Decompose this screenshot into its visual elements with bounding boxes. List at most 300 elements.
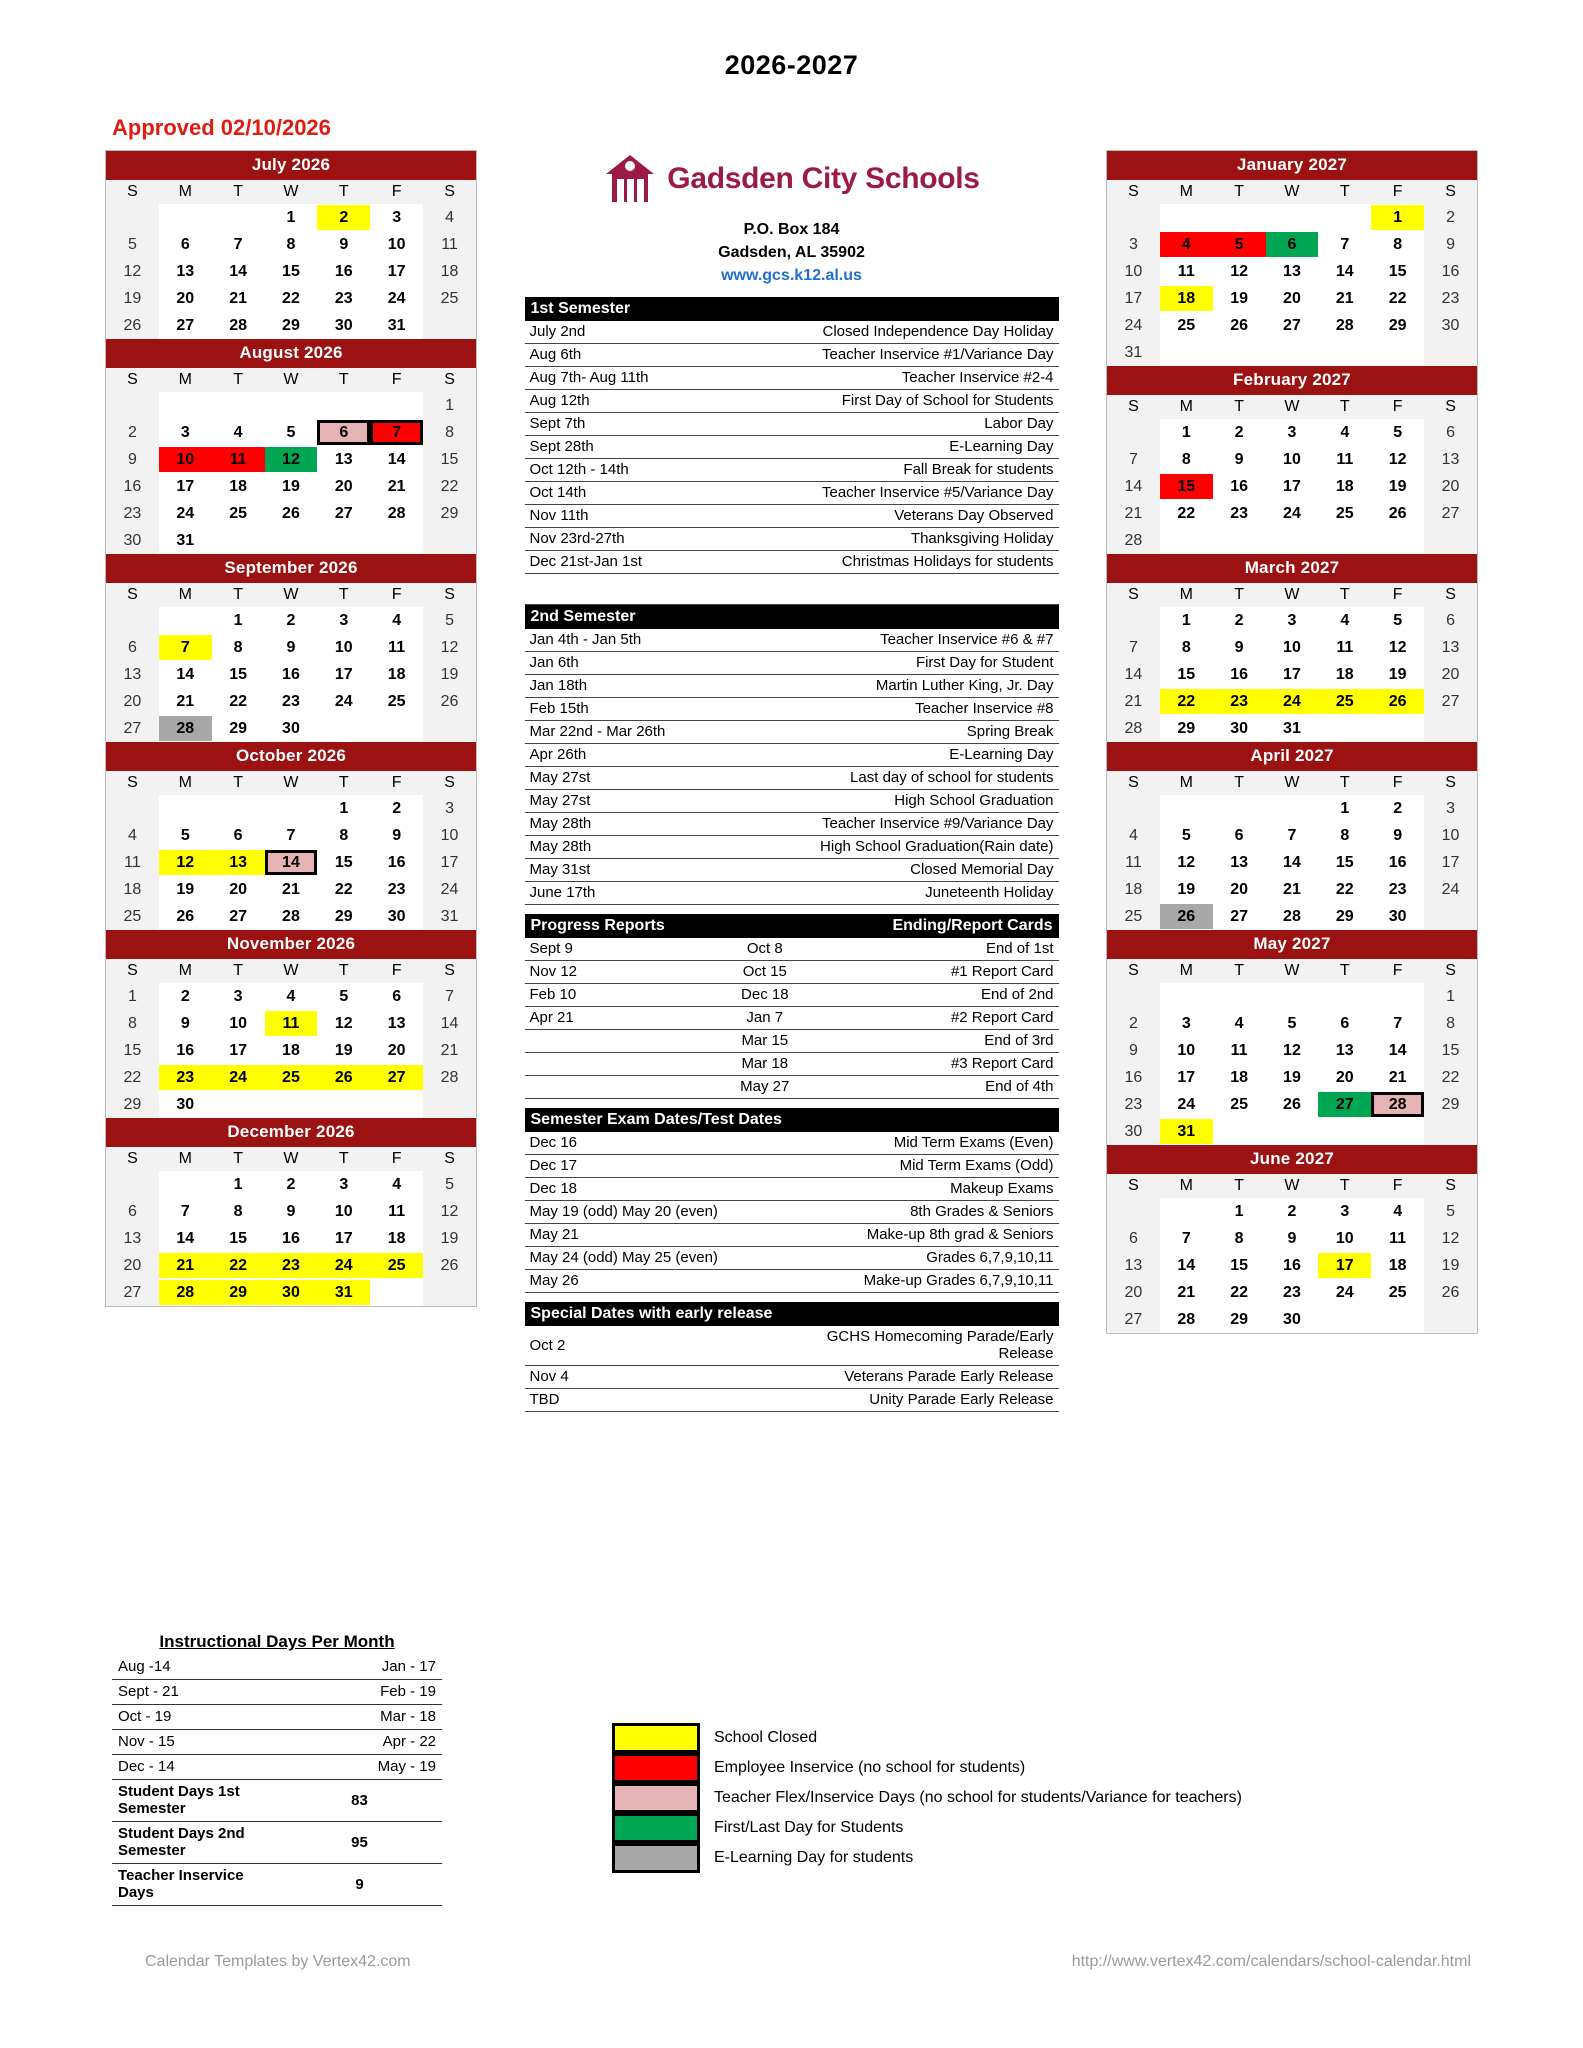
day-cell[interactable] bbox=[1107, 231, 1160, 258]
day-cell[interactable] bbox=[265, 473, 318, 500]
day-cell[interactable] bbox=[265, 1064, 318, 1091]
day-cell[interactable] bbox=[159, 876, 212, 903]
day-cell[interactable] bbox=[1107, 1279, 1160, 1306]
day-cell[interactable] bbox=[317, 661, 370, 688]
day-cell[interactable] bbox=[265, 500, 318, 527]
day-cell[interactable] bbox=[317, 231, 370, 258]
day-cell[interactable] bbox=[1318, 1010, 1371, 1037]
day-cell[interactable] bbox=[1424, 1279, 1477, 1306]
day-cell[interactable] bbox=[106, 688, 159, 715]
day-cell[interactable] bbox=[1213, 661, 1266, 688]
day-cell[interactable] bbox=[423, 392, 476, 419]
day-cell[interactable] bbox=[265, 285, 318, 312]
day-cell[interactable] bbox=[1107, 1225, 1160, 1252]
day-cell[interactable] bbox=[159, 1225, 212, 1252]
day-cell[interactable] bbox=[1160, 446, 1213, 473]
day-cell[interactable] bbox=[1213, 1037, 1266, 1064]
day-cell[interactable] bbox=[265, 1010, 318, 1037]
day-cell[interactable] bbox=[317, 204, 370, 231]
day-cell[interactable] bbox=[1107, 1037, 1160, 1064]
day-cell[interactable] bbox=[265, 204, 318, 231]
day-cell[interactable] bbox=[1371, 634, 1424, 661]
day-cell[interactable] bbox=[317, 849, 370, 876]
day-cell[interactable] bbox=[1160, 1091, 1213, 1118]
day-cell[interactable] bbox=[317, 1037, 370, 1064]
day-cell[interactable] bbox=[370, 903, 423, 930]
day-cell[interactable] bbox=[1318, 231, 1371, 258]
day-cell[interactable] bbox=[1424, 500, 1477, 527]
day-cell[interactable] bbox=[106, 1010, 159, 1037]
day-cell[interactable] bbox=[1213, 634, 1266, 661]
day-cell[interactable] bbox=[370, 795, 423, 822]
day-cell[interactable] bbox=[1371, 473, 1424, 500]
day-cell[interactable] bbox=[1266, 1064, 1319, 1091]
day-cell[interactable] bbox=[159, 849, 212, 876]
day-cell[interactable] bbox=[1213, 446, 1266, 473]
day-cell[interactable] bbox=[1424, 231, 1477, 258]
day-cell[interactable] bbox=[265, 446, 318, 473]
day-cell[interactable] bbox=[1107, 1252, 1160, 1279]
day-cell[interactable] bbox=[106, 1091, 159, 1118]
day-cell[interactable] bbox=[1424, 1037, 1477, 1064]
day-cell[interactable] bbox=[1160, 607, 1213, 634]
day-cell[interactable] bbox=[106, 822, 159, 849]
day-cell[interactable] bbox=[212, 1225, 265, 1252]
day-cell[interactable] bbox=[317, 688, 370, 715]
day-cell[interactable] bbox=[106, 1252, 159, 1279]
day-cell[interactable] bbox=[159, 1091, 212, 1118]
day-cell[interactable] bbox=[1107, 715, 1160, 742]
day-cell[interactable] bbox=[423, 1252, 476, 1279]
day-cell[interactable] bbox=[1107, 1064, 1160, 1091]
day-cell[interactable] bbox=[1371, 607, 1424, 634]
day-cell[interactable] bbox=[1424, 661, 1477, 688]
day-cell[interactable] bbox=[1160, 473, 1213, 500]
day-cell[interactable] bbox=[1371, 258, 1424, 285]
day-cell[interactable] bbox=[317, 500, 370, 527]
day-cell[interactable] bbox=[1318, 1198, 1371, 1225]
day-cell[interactable] bbox=[317, 876, 370, 903]
day-cell[interactable] bbox=[370, 1225, 423, 1252]
day-cell[interactable] bbox=[1318, 1279, 1371, 1306]
day-cell[interactable] bbox=[1160, 1064, 1213, 1091]
day-cell[interactable] bbox=[317, 446, 370, 473]
day-cell[interactable] bbox=[212, 903, 265, 930]
day-cell[interactable] bbox=[1424, 285, 1477, 312]
day-cell[interactable] bbox=[1371, 795, 1424, 822]
school-website-link[interactable]: www.gcs.k12.al.us bbox=[721, 267, 862, 285]
day-cell[interactable] bbox=[1160, 1306, 1213, 1333]
day-cell[interactable] bbox=[106, 285, 159, 312]
day-cell[interactable] bbox=[1371, 1010, 1424, 1037]
day-cell[interactable] bbox=[1424, 688, 1477, 715]
day-cell[interactable] bbox=[1160, 1037, 1213, 1064]
day-cell[interactable] bbox=[370, 688, 423, 715]
day-cell[interactable] bbox=[370, 312, 423, 339]
day-cell[interactable] bbox=[1160, 876, 1213, 903]
day-cell[interactable] bbox=[1318, 1037, 1371, 1064]
day-cell[interactable] bbox=[1107, 1306, 1160, 1333]
day-cell[interactable] bbox=[106, 715, 159, 742]
day-cell[interactable] bbox=[159, 419, 212, 446]
day-cell[interactable] bbox=[106, 876, 159, 903]
footer-url[interactable]: http://www.vertex42.com/calendars/school-calendar.html bbox=[1071, 1953, 1471, 1970]
day-cell[interactable] bbox=[1107, 446, 1160, 473]
day-cell[interactable] bbox=[1213, 1091, 1266, 1118]
day-cell[interactable] bbox=[265, 1225, 318, 1252]
day-cell[interactable] bbox=[370, 1010, 423, 1037]
day-cell[interactable] bbox=[317, 1010, 370, 1037]
day-cell[interactable] bbox=[1371, 446, 1424, 473]
day-cell[interactable] bbox=[370, 419, 423, 446]
day-cell[interactable] bbox=[1318, 849, 1371, 876]
day-cell[interactable] bbox=[106, 634, 159, 661]
day-cell[interactable] bbox=[423, 876, 476, 903]
day-cell[interactable] bbox=[1213, 1010, 1266, 1037]
day-cell[interactable] bbox=[1107, 285, 1160, 312]
day-cell[interactable] bbox=[106, 983, 159, 1010]
day-cell[interactable] bbox=[423, 983, 476, 1010]
day-cell[interactable] bbox=[1371, 1037, 1424, 1064]
day-cell[interactable] bbox=[159, 983, 212, 1010]
day-cell[interactable] bbox=[317, 634, 370, 661]
day-cell[interactable] bbox=[265, 903, 318, 930]
day-cell[interactable] bbox=[1213, 688, 1266, 715]
day-cell[interactable] bbox=[1107, 312, 1160, 339]
day-cell[interactable] bbox=[159, 473, 212, 500]
day-cell[interactable] bbox=[1318, 446, 1371, 473]
day-cell[interactable] bbox=[265, 876, 318, 903]
day-cell[interactable] bbox=[106, 527, 159, 554]
day-cell[interactable] bbox=[1318, 795, 1371, 822]
day-cell[interactable] bbox=[265, 1198, 318, 1225]
day-cell[interactable] bbox=[265, 419, 318, 446]
day-cell[interactable] bbox=[423, 204, 476, 231]
day-cell[interactable] bbox=[1371, 903, 1424, 930]
day-cell[interactable] bbox=[423, 1171, 476, 1198]
day-cell[interactable] bbox=[106, 446, 159, 473]
day-cell[interactable] bbox=[423, 903, 476, 930]
day-cell[interactable] bbox=[1107, 500, 1160, 527]
day-cell[interactable] bbox=[1213, 500, 1266, 527]
day-cell[interactable] bbox=[1424, 795, 1477, 822]
day-cell[interactable] bbox=[1266, 688, 1319, 715]
day-cell[interactable] bbox=[423, 822, 476, 849]
day-cell[interactable] bbox=[1371, 1198, 1424, 1225]
day-cell[interactable] bbox=[106, 312, 159, 339]
day-cell[interactable] bbox=[1160, 1225, 1213, 1252]
day-cell[interactable] bbox=[1160, 822, 1213, 849]
day-cell[interactable] bbox=[423, 1198, 476, 1225]
day-cell[interactable] bbox=[1424, 634, 1477, 661]
day-cell[interactable] bbox=[423, 231, 476, 258]
day-cell[interactable] bbox=[1160, 849, 1213, 876]
day-cell[interactable] bbox=[317, 822, 370, 849]
day-cell[interactable] bbox=[212, 1279, 265, 1306]
day-cell[interactable] bbox=[212, 312, 265, 339]
day-cell[interactable] bbox=[1318, 473, 1371, 500]
day-cell[interactable] bbox=[159, 527, 212, 554]
day-cell[interactable] bbox=[265, 1037, 318, 1064]
day-cell[interactable] bbox=[423, 634, 476, 661]
day-cell[interactable] bbox=[423, 1225, 476, 1252]
day-cell[interactable] bbox=[1213, 419, 1266, 446]
day-cell[interactable] bbox=[1160, 661, 1213, 688]
day-cell[interactable] bbox=[1160, 688, 1213, 715]
day-cell[interactable] bbox=[1266, 1037, 1319, 1064]
day-cell[interactable] bbox=[1371, 849, 1424, 876]
day-cell[interactable] bbox=[1424, 258, 1477, 285]
day-cell[interactable] bbox=[1424, 849, 1477, 876]
day-cell[interactable] bbox=[159, 688, 212, 715]
day-cell[interactable] bbox=[106, 661, 159, 688]
day-cell[interactable] bbox=[265, 849, 318, 876]
day-cell[interactable] bbox=[1160, 1252, 1213, 1279]
day-cell[interactable] bbox=[1107, 1010, 1160, 1037]
day-cell[interactable] bbox=[1266, 1198, 1319, 1225]
day-cell[interactable] bbox=[1213, 1252, 1266, 1279]
day-cell[interactable] bbox=[265, 607, 318, 634]
day-cell[interactable] bbox=[370, 500, 423, 527]
day-cell[interactable] bbox=[1424, 983, 1477, 1010]
day-cell[interactable] bbox=[1213, 1064, 1266, 1091]
day-cell[interactable] bbox=[370, 634, 423, 661]
day-cell[interactable] bbox=[212, 983, 265, 1010]
day-cell[interactable] bbox=[159, 1252, 212, 1279]
day-cell[interactable] bbox=[212, 849, 265, 876]
day-cell[interactable] bbox=[1213, 231, 1266, 258]
day-cell[interactable] bbox=[212, 876, 265, 903]
day-cell[interactable] bbox=[212, 258, 265, 285]
day-cell[interactable] bbox=[1107, 634, 1160, 661]
day-cell[interactable] bbox=[1213, 473, 1266, 500]
day-cell[interactable] bbox=[370, 876, 423, 903]
day-cell[interactable] bbox=[370, 822, 423, 849]
day-cell[interactable] bbox=[1318, 500, 1371, 527]
day-cell[interactable] bbox=[1160, 903, 1213, 930]
day-cell[interactable] bbox=[1266, 446, 1319, 473]
day-cell[interactable] bbox=[317, 473, 370, 500]
day-cell[interactable] bbox=[1266, 231, 1319, 258]
day-cell[interactable] bbox=[1318, 876, 1371, 903]
day-cell[interactable] bbox=[370, 1171, 423, 1198]
day-cell[interactable] bbox=[106, 473, 159, 500]
day-cell[interactable] bbox=[370, 446, 423, 473]
day-cell[interactable] bbox=[265, 231, 318, 258]
day-cell[interactable] bbox=[1160, 1118, 1213, 1145]
day-cell[interactable] bbox=[212, 231, 265, 258]
day-cell[interactable] bbox=[1266, 822, 1319, 849]
day-cell[interactable] bbox=[106, 1198, 159, 1225]
day-cell[interactable] bbox=[212, 419, 265, 446]
day-cell[interactable] bbox=[1107, 849, 1160, 876]
day-cell[interactable] bbox=[106, 231, 159, 258]
day-cell[interactable] bbox=[370, 849, 423, 876]
day-cell[interactable] bbox=[1160, 231, 1213, 258]
day-cell[interactable] bbox=[423, 446, 476, 473]
day-cell[interactable] bbox=[265, 983, 318, 1010]
day-cell[interactable] bbox=[1424, 607, 1477, 634]
day-cell[interactable] bbox=[1424, 312, 1477, 339]
day-cell[interactable] bbox=[212, 822, 265, 849]
day-cell[interactable] bbox=[370, 204, 423, 231]
day-cell[interactable] bbox=[1107, 258, 1160, 285]
day-cell[interactable] bbox=[159, 1010, 212, 1037]
day-cell[interactable] bbox=[1266, 500, 1319, 527]
day-cell[interactable] bbox=[1213, 876, 1266, 903]
day-cell[interactable] bbox=[159, 1198, 212, 1225]
day-cell[interactable] bbox=[1318, 822, 1371, 849]
day-cell[interactable] bbox=[1160, 500, 1213, 527]
day-cell[interactable] bbox=[212, 1010, 265, 1037]
day-cell[interactable] bbox=[265, 258, 318, 285]
day-cell[interactable] bbox=[1266, 607, 1319, 634]
day-cell[interactable] bbox=[106, 258, 159, 285]
day-cell[interactable] bbox=[370, 607, 423, 634]
day-cell[interactable] bbox=[370, 285, 423, 312]
day-cell[interactable] bbox=[1107, 1091, 1160, 1118]
day-cell[interactable] bbox=[1371, 1279, 1424, 1306]
day-cell[interactable] bbox=[423, 285, 476, 312]
day-cell[interactable] bbox=[159, 903, 212, 930]
day-cell[interactable] bbox=[1266, 661, 1319, 688]
day-cell[interactable] bbox=[1266, 715, 1319, 742]
day-cell[interactable] bbox=[212, 688, 265, 715]
day-cell[interactable] bbox=[1318, 1225, 1371, 1252]
day-cell[interactable] bbox=[1160, 1010, 1213, 1037]
day-cell[interactable] bbox=[317, 1171, 370, 1198]
day-cell[interactable] bbox=[1318, 285, 1371, 312]
day-cell[interactable] bbox=[1371, 500, 1424, 527]
day-cell[interactable] bbox=[1371, 231, 1424, 258]
day-cell[interactable] bbox=[1266, 258, 1319, 285]
day-cell[interactable] bbox=[1424, 1091, 1477, 1118]
day-cell[interactable] bbox=[1107, 527, 1160, 554]
day-cell[interactable] bbox=[1160, 634, 1213, 661]
day-cell[interactable] bbox=[1371, 1064, 1424, 1091]
day-cell[interactable] bbox=[159, 1279, 212, 1306]
day-cell[interactable] bbox=[1266, 849, 1319, 876]
day-cell[interactable] bbox=[1107, 1118, 1160, 1145]
day-cell[interactable] bbox=[1424, 204, 1477, 231]
day-cell[interactable] bbox=[265, 661, 318, 688]
day-cell[interactable] bbox=[1371, 1225, 1424, 1252]
day-cell[interactable] bbox=[317, 795, 370, 822]
day-cell[interactable] bbox=[423, 1064, 476, 1091]
day-cell[interactable] bbox=[212, 285, 265, 312]
day-cell[interactable] bbox=[1424, 419, 1477, 446]
day-cell[interactable] bbox=[1107, 688, 1160, 715]
day-cell[interactable] bbox=[370, 258, 423, 285]
day-cell[interactable] bbox=[212, 1171, 265, 1198]
day-cell[interactable] bbox=[1424, 1198, 1477, 1225]
day-cell[interactable] bbox=[1213, 285, 1266, 312]
day-cell[interactable] bbox=[1266, 1306, 1319, 1333]
day-cell[interactable] bbox=[317, 903, 370, 930]
day-cell[interactable] bbox=[265, 715, 318, 742]
day-cell[interactable] bbox=[1160, 285, 1213, 312]
day-cell[interactable] bbox=[1318, 607, 1371, 634]
day-cell[interactable] bbox=[317, 1279, 370, 1306]
day-cell[interactable] bbox=[1107, 473, 1160, 500]
day-cell[interactable] bbox=[106, 419, 159, 446]
day-cell[interactable] bbox=[1266, 285, 1319, 312]
day-cell[interactable] bbox=[1213, 1279, 1266, 1306]
day-cell[interactable] bbox=[317, 285, 370, 312]
day-cell[interactable] bbox=[1213, 1306, 1266, 1333]
day-cell[interactable] bbox=[1160, 258, 1213, 285]
day-cell[interactable] bbox=[1213, 312, 1266, 339]
day-cell[interactable] bbox=[159, 634, 212, 661]
day-cell[interactable] bbox=[1266, 1010, 1319, 1037]
day-cell[interactable] bbox=[317, 312, 370, 339]
day-cell[interactable] bbox=[1266, 1252, 1319, 1279]
day-cell[interactable] bbox=[423, 849, 476, 876]
day-cell[interactable] bbox=[370, 1064, 423, 1091]
day-cell[interactable] bbox=[370, 473, 423, 500]
day-cell[interactable] bbox=[370, 1198, 423, 1225]
day-cell[interactable] bbox=[159, 661, 212, 688]
day-cell[interactable] bbox=[1371, 661, 1424, 688]
day-cell[interactable] bbox=[1266, 312, 1319, 339]
day-cell[interactable] bbox=[1107, 661, 1160, 688]
day-cell[interactable] bbox=[1160, 419, 1213, 446]
day-cell[interactable] bbox=[1318, 258, 1371, 285]
day-cell[interactable] bbox=[1213, 715, 1266, 742]
day-cell[interactable] bbox=[212, 634, 265, 661]
day-cell[interactable] bbox=[317, 258, 370, 285]
day-cell[interactable] bbox=[317, 1064, 370, 1091]
day-cell[interactable] bbox=[1318, 419, 1371, 446]
day-cell[interactable] bbox=[1318, 1091, 1371, 1118]
day-cell[interactable] bbox=[1424, 822, 1477, 849]
day-cell[interactable] bbox=[1371, 688, 1424, 715]
day-cell[interactable] bbox=[1371, 312, 1424, 339]
day-cell[interactable] bbox=[159, 822, 212, 849]
day-cell[interactable] bbox=[106, 1037, 159, 1064]
day-cell[interactable] bbox=[1424, 1252, 1477, 1279]
day-cell[interactable] bbox=[212, 446, 265, 473]
day-cell[interactable] bbox=[423, 795, 476, 822]
day-cell[interactable] bbox=[265, 1252, 318, 1279]
day-cell[interactable] bbox=[1318, 688, 1371, 715]
day-cell[interactable] bbox=[370, 983, 423, 1010]
day-cell[interactable] bbox=[1213, 1225, 1266, 1252]
day-cell[interactable] bbox=[1424, 1010, 1477, 1037]
day-cell[interactable] bbox=[1213, 1198, 1266, 1225]
day-cell[interactable] bbox=[317, 1252, 370, 1279]
day-cell[interactable] bbox=[1318, 903, 1371, 930]
day-cell[interactable] bbox=[423, 419, 476, 446]
day-cell[interactable] bbox=[106, 849, 159, 876]
day-cell[interactable] bbox=[212, 1037, 265, 1064]
day-cell[interactable] bbox=[1371, 1252, 1424, 1279]
day-cell[interactable] bbox=[370, 661, 423, 688]
day-cell[interactable] bbox=[423, 1010, 476, 1037]
day-cell[interactable] bbox=[212, 715, 265, 742]
day-cell[interactable] bbox=[265, 634, 318, 661]
day-cell[interactable] bbox=[159, 285, 212, 312]
day-cell[interactable] bbox=[1266, 876, 1319, 903]
day-cell[interactable] bbox=[1160, 312, 1213, 339]
day-cell[interactable] bbox=[1266, 903, 1319, 930]
day-cell[interactable] bbox=[265, 822, 318, 849]
day-cell[interactable] bbox=[1318, 312, 1371, 339]
day-cell[interactable] bbox=[1371, 285, 1424, 312]
day-cell[interactable] bbox=[317, 1198, 370, 1225]
day-cell[interactable] bbox=[159, 312, 212, 339]
day-cell[interactable] bbox=[1213, 258, 1266, 285]
